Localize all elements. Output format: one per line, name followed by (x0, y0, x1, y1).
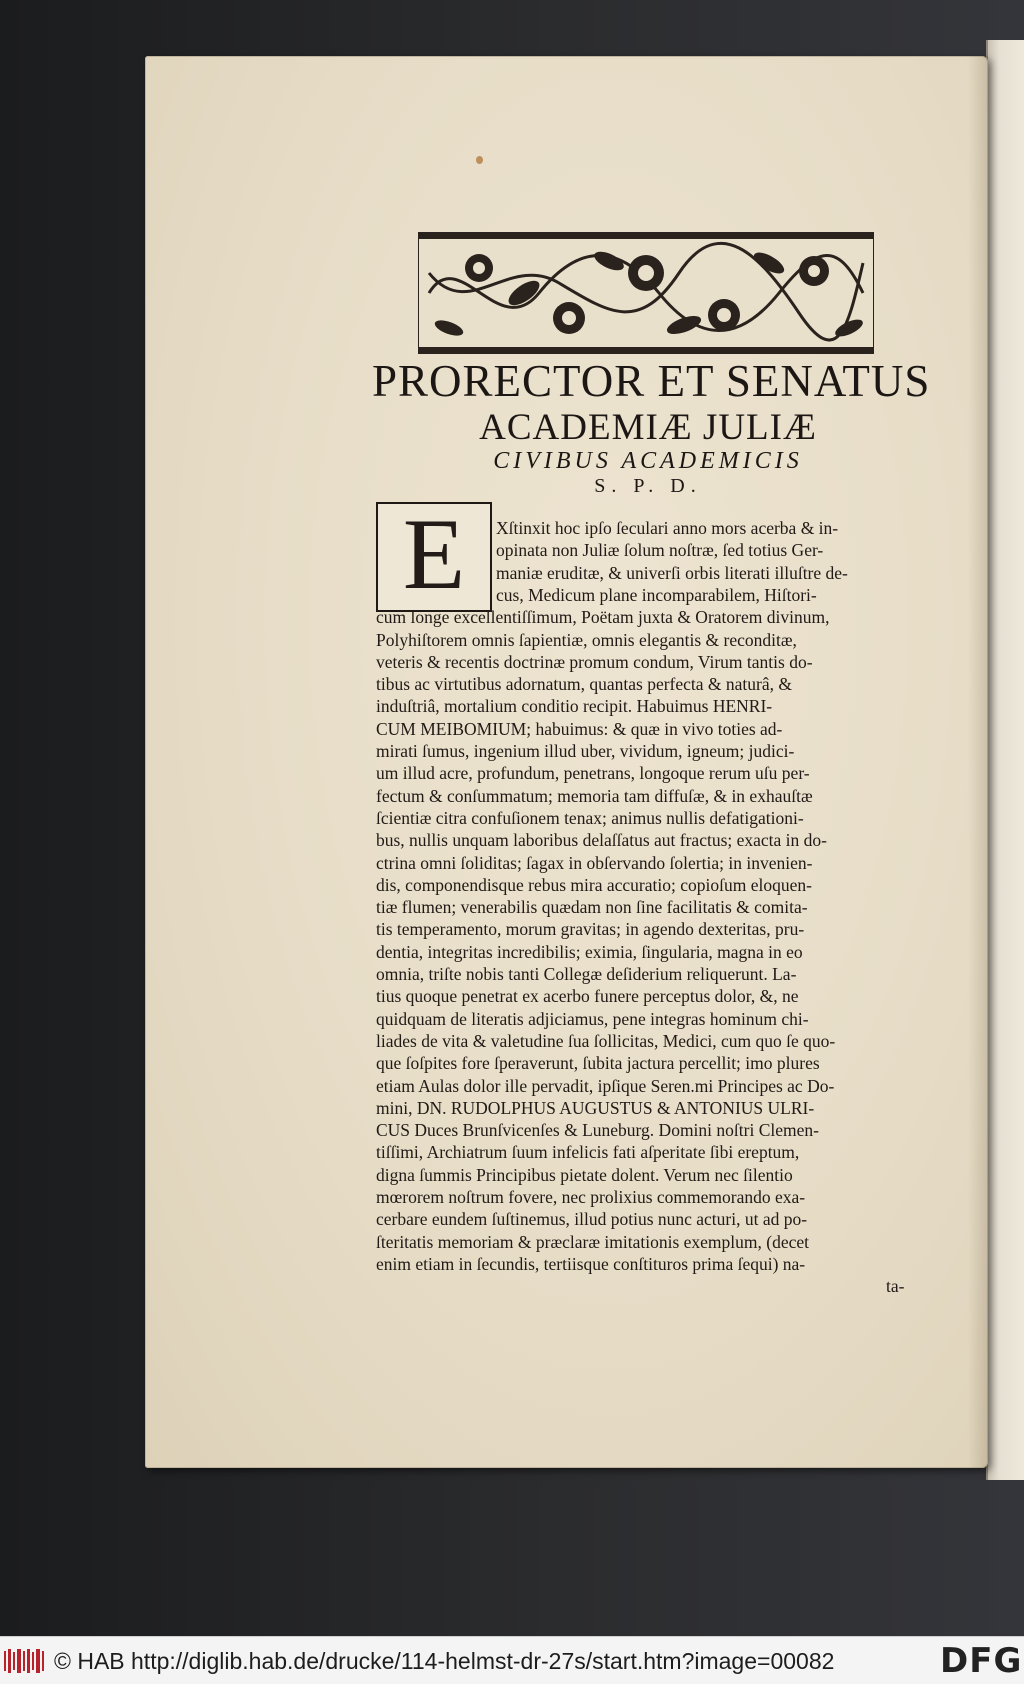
dfg-logo: DFG (940, 1641, 1023, 1681)
text-line: mœrorem noſtrum fovere, nec prolixius commemorando exa- (376, 1187, 806, 1207)
text-line: fectum & conſummatum; memoria tam diffuſæ, & in exhauſtæ (376, 785, 813, 806)
copyright-url: © HAB http://diglib.hab.de/drucke/114-helmst-dr-27s/start.htm?image=00082 (54, 1648, 835, 1674)
barcode-icon (4, 1647, 46, 1675)
text-line: CUM MEIBOMIUM; habuimus: & quæ in vivo toties ad- (376, 718, 783, 739)
text-line: cerbare eundem ſuſtinemus, illud potius nunc acturi, ut ad po- (376, 1209, 808, 1230)
text-line: tius quoque penetrat ex acerbo funere perceptus dolor, &, ne (376, 986, 799, 1007)
text-line: dentia, integritas incredibilis; eximia, ſingularia, magna in eo (376, 941, 803, 962)
decorated-initial (376, 498, 492, 612)
text-line: omnia, triſte nobis tanti Collegæ deſiderium reliquerunt. La- (376, 964, 797, 984)
text-line: Xſtinxit hoc ipſo ſeculari anno mors acerba & in- (496, 518, 839, 538)
text-line: quidquam de literatis adjiciamus, pene integras hominum chi- (376, 1008, 809, 1029)
text-line: tiſſimi, Archiatrum ſuum infelicis fati aſperitate ſibi ereptum, (376, 1142, 800, 1163)
viewer-statusbar (0, 1636, 1024, 1684)
ink-spot (476, 156, 483, 164)
text-line: mini, DN. RUDOLPHUS AUGUSTUS & ANTONIUS ULRI- (376, 1097, 815, 1118)
facing-page-edge (986, 40, 1024, 1480)
text-line: um illud acre, profundum, penetrans, longoque rerum uſu per- (376, 763, 810, 784)
heading-line-4: S. P. D. (594, 475, 702, 497)
text-line: tis temperamento, morum gravitas; in agendo dexteritas, pru- (376, 919, 805, 940)
text-line: ſcientiæ citra confuſionem tenax; animus nullis defatigationi- (376, 807, 804, 828)
text-line: tibus ac virtutibus adornatum, quantas perfecta & naturâ, & (376, 674, 792, 695)
text-line: ſteritatis memoriam & præclaræ imitationis exemplum, (decet (376, 1231, 810, 1252)
text-line: cum longe excellentiſſimum, Poëtam juxta & Oratorem divinum, (376, 607, 830, 628)
heading-line-1: PRORECTOR ET SENATUS (372, 356, 931, 406)
heading-line-2: ACADEMIÆ JULIÆ (479, 407, 817, 448)
text-line: CUS Duces Brunſvicenſes & Luneburg. Domini noſtri Clemen- (376, 1120, 819, 1141)
text-line: opinata non Juliæ ſolum noſtræ, ſed totius Ger- (496, 540, 824, 561)
text-line: mirati ſumus, ingenium illud uber, vividum, igneum; judici- (376, 741, 795, 761)
text-line: etiam Aulas dolor ille pervadit, ipſique Seren.mi Principes ac Do- (376, 1075, 835, 1096)
text-line: digna ſummis Principibus pietate dolent. Verum nec ſilentio (376, 1164, 793, 1185)
text-line: ctrina omni ſoliditas; ſagax in obſervando ſolertia; in invenien- (376, 852, 813, 873)
text-line: liades de vita & valetudine ſua ſollicitas, Medici, cum quo ſe quo- (376, 1030, 836, 1051)
text-line: maniæ eruditæ, & univerſi orbis literati illuſtre de- (496, 562, 848, 583)
text-line: que ſoſpites fore ſperaverunt, ſubita jactura percellit; imo plures (376, 1053, 820, 1074)
text-line: enim etiam in ſecundis, tertiisque conſtituros prima ſequi) na- (376, 1253, 806, 1274)
text-line: tiæ flumen; venerabilis quædam non ſine facilitatis & comita- (376, 897, 808, 918)
text-line: cus, Medicum plane incomparabilem, Hiſtori- (496, 584, 817, 605)
heading-line-3: CIVIBUS ACADEMICIS (493, 448, 803, 474)
headpiece-ornament (418, 232, 874, 354)
text-line: bus, nullis unquam laboribus delaſſatus aut fractus; exacta in do- (376, 830, 828, 851)
text-line: Polyhiſtorem omnis ſapientiæ, omnis elegantis & reconditæ, (376, 629, 797, 650)
text-line: dis, componendisque rebus mira accuratio; copioſum eloquen- (376, 874, 812, 895)
text-line: veteris & recentis doctrinæ promum condum, Virum tantis do- (376, 651, 813, 672)
initial-letter: E (402, 498, 466, 611)
catchword: ta- (886, 1276, 905, 1297)
text-line: induſtriâ, mortalium conditio recipit. Habuimus HENRI- (376, 696, 773, 717)
